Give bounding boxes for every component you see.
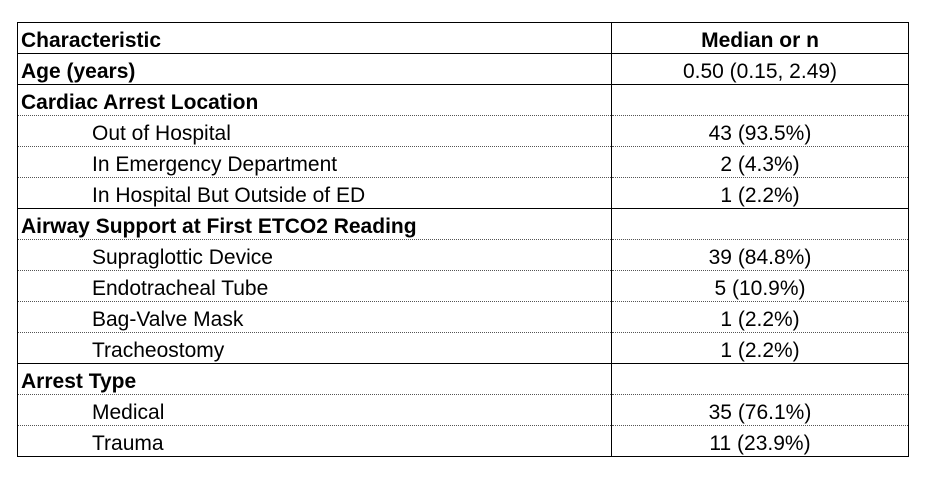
table-row-section-airway-support [18,209,909,240]
characteristics-table [17,22,909,457]
row-value: 43 (93.5%) [612,116,909,147]
row-value: 11 (23.9%) [612,426,909,457]
table-row [18,147,909,178]
row-value: 1 (2.2%) [612,333,909,364]
row-label: Supraglottic Device [18,240,612,271]
table-row [18,426,909,457]
table-row [18,333,909,364]
row-value: 1 (2.2%) [612,302,909,333]
row-label: In Hospital But Outside of ED [18,178,612,209]
section-label: Arrest Type [18,364,612,395]
header-median-or-n: Median or n [612,23,909,54]
table-row [18,271,909,302]
row-value: 5 (10.9%) [612,271,909,302]
row-label: In Emergency Department [18,147,612,178]
row-value: 39 (84.8%) [612,240,909,271]
table-row [18,240,909,271]
row-value: 35 (76.1%) [612,395,909,426]
row-label: Trauma [18,426,612,457]
row-label: Age (years) [18,54,612,85]
table-row [18,395,909,426]
table-row-section-cardiac-arrest-location [18,85,909,116]
table-header-row [18,23,909,54]
row-value: 0.50 (0.15, 2.49) [612,54,909,85]
row-value: 1 (2.2%) [612,178,909,209]
header-characteristic: Characteristic [18,23,612,54]
table-row [18,178,909,209]
table-row-section-arrest-type [18,364,909,395]
table-row-age [18,54,909,85]
table-row [18,116,909,147]
table-row [18,302,909,333]
section-label: Airway Support at First ETCO2 Reading [18,209,612,240]
row-label: Bag-Valve Mask [18,302,612,333]
row-value [612,209,909,240]
row-value [612,364,909,395]
row-label: Endotracheal Tube [18,271,612,302]
row-value: 2 (4.3%) [612,147,909,178]
row-label: Out of Hospital [18,116,612,147]
row-label: Medical [18,395,612,426]
row-value [612,85,909,116]
row-label: Tracheostomy [18,333,612,364]
section-label: Cardiac Arrest Location [18,85,612,116]
